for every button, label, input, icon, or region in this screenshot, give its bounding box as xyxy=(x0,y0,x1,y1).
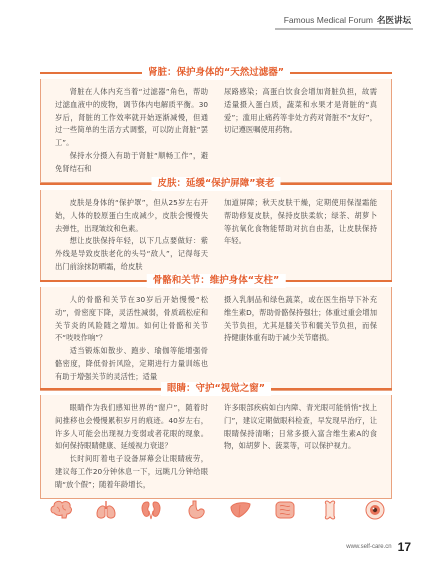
publication-title-en: Famous Medical Forum xyxy=(283,15,373,25)
left-column xyxy=(55,402,208,492)
page-header xyxy=(0,0,427,40)
paragraph: 保持水分摄入有助于肾脏“顺畅工作”，避免肾结石和 xyxy=(55,150,208,173)
section-title: 骨骼和关节：维护身体“支柱” xyxy=(147,274,286,288)
eye-icon xyxy=(362,497,388,523)
section-header xyxy=(40,382,392,396)
publication-heading xyxy=(284,14,411,26)
section-body xyxy=(40,79,392,183)
lungs-icon xyxy=(93,497,119,523)
section-eyes xyxy=(40,382,392,499)
publication-title-cn: 名医讲坛 xyxy=(376,15,411,25)
paragraph: 许多眼部疾病如白内障、青光眼可能悄悄“找上门”，建议定期做眼科检查，早发现早治疗，让眼睛保持清晰；日常多摄入富含维生素A的食物，如胡萝卜、菠菜等，可以保护视力。 xyxy=(224,403,377,451)
kidney-icon xyxy=(138,497,164,523)
paragraph: 长时间盯着电子设备屏幕会让眼睛疲劳，建议每工作20分钟休息一下，远眺几分钟给眼睛“放个假”；随着年龄增长， xyxy=(55,454,208,489)
organ-icon-strip xyxy=(48,496,388,524)
section-body xyxy=(40,190,392,281)
section-bones-joints xyxy=(40,274,392,391)
bone-icon xyxy=(317,497,343,523)
section-header xyxy=(40,66,392,80)
section-header xyxy=(40,177,392,191)
section-skin xyxy=(40,177,392,281)
paragraph: 适当锻炼如散步、跑步、瑜伽等能增强骨骼密度，降低骨折风险，定期进行力量训练也有助于增强关节的灵活性；适量 xyxy=(55,346,208,381)
section-title: 皮肤：延缓“保护屏障”衰老 xyxy=(152,177,281,191)
paragraph: 眼睛作为我们感知世界的“窗户”，随着时间推移也会慢慢累积岁月的痕迹。40岁左右，许多人可能会出现视力变弱或者花眼的现象。如何保持眼睛健康、延缓视力衰退？ xyxy=(55,403,208,451)
section-header xyxy=(40,274,392,288)
page-footer xyxy=(346,540,411,554)
section-body xyxy=(40,287,392,391)
section-kidney xyxy=(40,66,392,183)
right-column xyxy=(224,86,377,176)
website-url[interactable]: www.self-care.cn xyxy=(346,544,392,550)
intestine-icon xyxy=(272,497,298,523)
left-column xyxy=(55,294,208,384)
paragraph: 加道屏障；秋天皮肤干燥，定期使用保湿霜能帮助修复皮肤，保持皮肤柔软；绿茶、胡萝卜等抗氧化食物能帮助对抗自由基，让皮肤保持年轻。 xyxy=(224,198,377,246)
section-title: 肾脏：保护身体的“天然过滤器” xyxy=(142,66,290,80)
stomach-icon xyxy=(183,497,209,523)
paragraph: 人的骨骼和关节在30岁后开始慢慢“松动”，骨密度下降，灵活性减弱，骨质疏松症和关节炎的风险随之增加。如何让骨骼和关节不“吱吱作响”？ xyxy=(55,295,208,343)
page-number: 17 xyxy=(397,540,411,554)
section-body xyxy=(40,395,392,499)
paragraph: 尿路感染；高蛋白饮食会增加肾脏负担，故需适量摄入蛋白质，蔬菜和水果才是肾脏的“真爱”；滥用止痛药等非处方药对肾脏不“友好”，切记遵医嘱使用药物。 xyxy=(224,87,377,135)
left-column xyxy=(55,197,208,274)
right-column xyxy=(224,402,377,492)
header-rule xyxy=(275,28,413,30)
right-column xyxy=(224,197,377,274)
section-title: 眼睛：守护“视觉之窗” xyxy=(161,382,271,396)
paragraph: 皮肤是身体的“保护罩”，但从25岁左右开始，人体的胶原蛋白生成减少，皮肤会慢慢失去弹性，出现皱纹和色素。 xyxy=(55,198,208,233)
paragraph: 想让皮肤保持年轻，以下几点要做好：紫外线是导致皮肤老化的头号“敌人”，记得每天出门前涂抹防晒霜，给皮肤 xyxy=(55,236,208,271)
left-column xyxy=(55,86,208,176)
paragraph: 摄入乳制品和绿色蔬菜，或在医生指导下补充维生素D，帮助骨骼保持强壮；体重过重会增加关节负担，尤其是膝关节和髋关节负担，而保持健康体重有助于减少关节磨损。 xyxy=(224,295,377,343)
brain-icon xyxy=(48,497,74,523)
liver-icon xyxy=(227,497,253,523)
right-column xyxy=(224,294,377,384)
paragraph: 肾脏在人体内充当着“过滤器”角色，帮助过滤血液中的废物，调节体内电解质平衡。30岁后，肾脏的工作效率就开始逐渐减慢，但通过一些简单的生活方式调整，可以防止肾脏“罢工”。 xyxy=(55,87,208,148)
